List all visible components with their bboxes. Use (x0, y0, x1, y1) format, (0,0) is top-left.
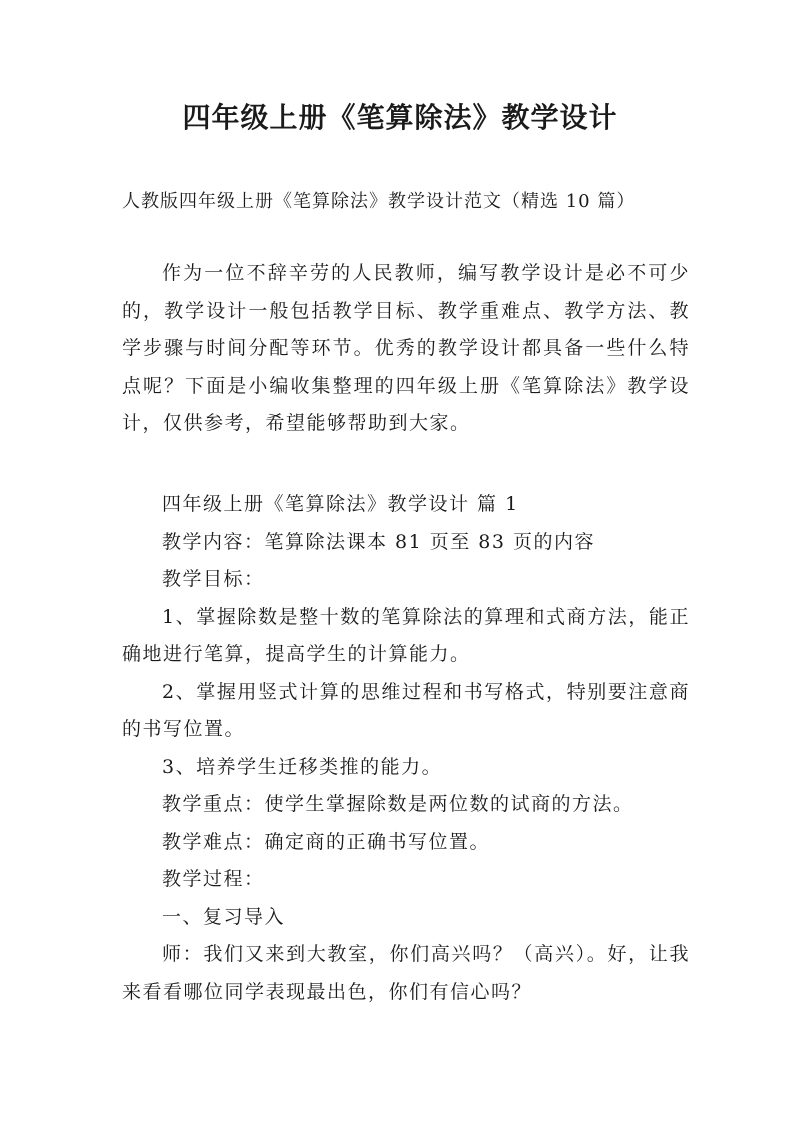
objectives-label: 教学目标： (162, 568, 265, 590)
objective-item-3: 3、培养学生迁移类推的能力。 (162, 755, 443, 778)
objective-item-1: 1、掌握除数是整十数的笔算除法的算理和式商方法，能正确地进行笔算，提高学生的计算能力。 (122, 605, 690, 665)
process-label: 教学过程： (162, 868, 265, 890)
document-title: 四年级上册《笔算除法》教学设计 (182, 101, 618, 134)
step-heading-1: 一、复习导入 (162, 905, 286, 928)
teaching-content: 教学内容：笔算除法课本 81 页至 83 页的内容 (162, 530, 596, 553)
document-subtitle: 人教版四年级上册《笔算除法》教学设计范文（精选 10 篇） (122, 191, 636, 212)
key-point: 教学重点：使学生掌握除数是两位数的试商的方法。 (162, 793, 634, 815)
objective-item-2: 2、掌握用竖式计算的思维过程和书写格式，特别要注意商的书写位置。 (122, 680, 690, 740)
difficulty-point: 教学难点：确定商的正确书写位置。 (162, 830, 491, 853)
section-heading: 四年级上册《笔算除法》教学设计 篇 1 (162, 493, 519, 515)
document-body (122, 486, 690, 1011)
dialogue-paragraph: 师：我们又来到大教室，你们高兴吗？（高兴）。好，让我来看看哪位同学表现最出色，你们有信心吗？ (122, 943, 690, 1003)
intro-paragraph: 作为一位不辞辛劳的人民教师，编写教学设计是必不可少的，教学设计一般包括教学目标、教学重难点、教学方法、教学步骤与时间分配等环节。优秀的教学设计都具备一些什么特点呢？下面是小编收集整理的四年级上册《笔算除法》教学设计，仅供参考，希望能够帮助到大家。 (122, 262, 690, 434)
